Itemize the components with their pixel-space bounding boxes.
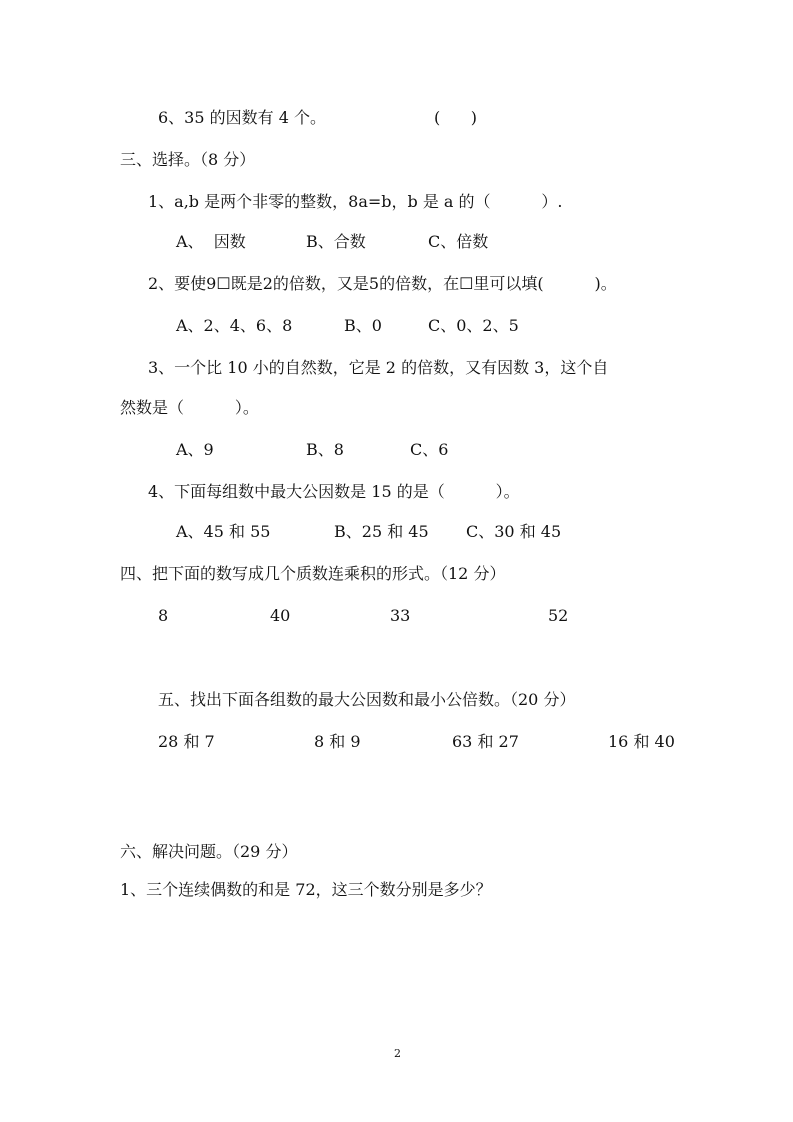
- factor-number: 40: [270, 606, 291, 625]
- number-pair: 28 和 7: [158, 732, 215, 751]
- choice-q2: 2、要使9☐既是2的倍数，又是5的倍数，在☐里可以填( )。: [148, 274, 617, 293]
- section-3-heading: 三、选择。（8 分）: [120, 150, 256, 169]
- number-pair: 63 和 27: [452, 732, 519, 751]
- factor-number: 52: [548, 606, 569, 625]
- choice-q1-option-c: C、倍数: [428, 232, 489, 251]
- choice-q3-line2: 然数是（ ）。: [120, 398, 259, 417]
- choice-q4-option-c: C、30 和 45: [466, 522, 562, 541]
- number-pair: 8 和 9: [314, 732, 361, 751]
- judge-item-6: 6、35 的因数有 4 个。: [158, 108, 326, 127]
- choice-q3-option-b: B、8: [306, 440, 344, 459]
- choice-q2-option-b: B、0: [344, 316, 382, 335]
- choice-q2-option-a: A、2、4、6、8: [176, 316, 293, 335]
- page-number: 2: [394, 1047, 401, 1060]
- choice-q3-line1: 3、一个比 10 小的自然数，它是 2 的倍数，又有因数 3，这个自: [148, 358, 609, 377]
- problem-1: 1、三个连续偶数的和是 72，这三个数分别是多少？: [120, 880, 492, 899]
- choice-q4: 4、下面每组数中最大公因数是 15 的是（ ）。: [148, 482, 520, 501]
- factor-number: 33: [390, 606, 411, 625]
- choice-q4-option-b: B、25 和 45: [334, 522, 429, 541]
- factor-number: 8: [158, 606, 169, 625]
- choice-q3-option-a: A、9: [176, 440, 214, 459]
- choice-q3-option-c: C、6: [410, 440, 449, 459]
- choice-q4-option-a: A、45 和 55: [176, 522, 271, 541]
- choice-q1: 1、a,b 是两个非零的整数，8a=b，b 是 a 的（ ）.: [148, 192, 563, 211]
- number-pair: 16 和 40: [608, 732, 675, 751]
- choice-q2-option-c: C、0、2、5: [428, 316, 519, 335]
- choice-q1-option-b: B、合数: [306, 232, 366, 251]
- section-4-heading: 四、把下面的数写成几个质数连乘积的形式。（12 分）: [120, 564, 506, 583]
- section-6-heading: 六、解决问题。（29 分）: [120, 842, 298, 861]
- answer-paren: ( ): [434, 108, 477, 127]
- choice-q1-option-a: A、 因数: [176, 232, 246, 251]
- section-5-heading: 五、找出下面各组数的最大公因数和最小公倍数。（20 分）: [158, 690, 576, 709]
